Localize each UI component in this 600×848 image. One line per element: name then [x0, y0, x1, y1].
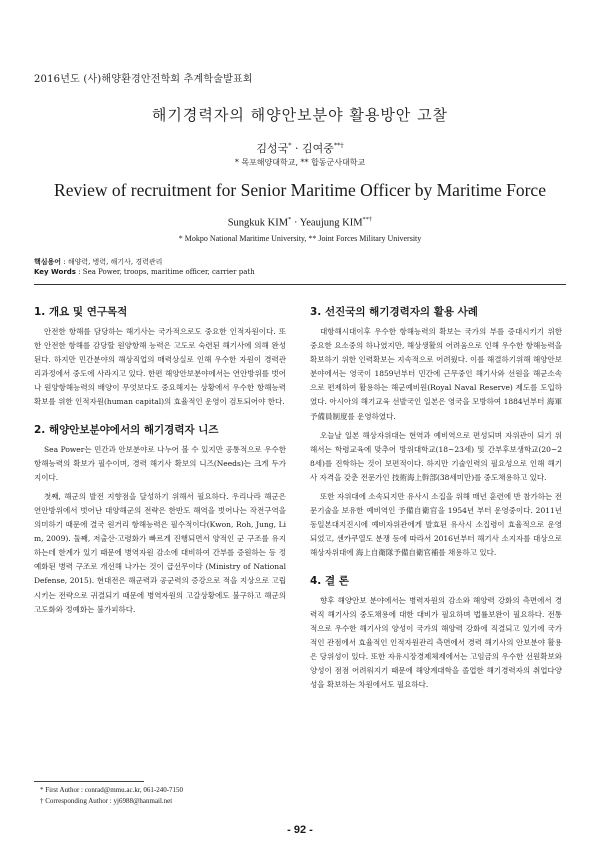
section-4-heading: 4. 결 론: [310, 574, 349, 587]
title-korean: 해기경력자의 해양안보분야 활용방안 고찰: [151, 106, 449, 124]
keywords-english-text: : Sea Power, troops, maritime officer, carrier path: [75, 268, 255, 276]
right-column: [310, 304, 562, 697]
authors-korean: [0, 140, 600, 156]
section-3-paragraph: 또한 자위대에 소속되지만 유사시 소집을 위해 매년 훈련에 반 참가하는 전문기술을 보유한 예비역인 予備自衛官을 1954년 부터 운영중이다. 2011년 동일본대지진시에 예비자위관에게 발효된 유사시 소집령이 효율적으로 운영되었고, 센카쿠열도 분쟁 등에 따라서 2016년부터 해기사 소지자를 대상으로 해상자위대에 海上自衛隊予備自衛官補를 채용하고 있다.: [310, 492, 562, 558]
footnote-corresponding-author: † Corresponding Author : yj6988@hanmail.net: [40, 797, 173, 805]
author-separator: ·: [291, 142, 302, 155]
section-4-paragraph: 향후 해양안보 분야에서는 병력자원의 감소와 해양력 강화의 측면에서 경력직 해기사의 중도채용에 대한 대비가 필요하며 법률보완이 필요하다. 전통적으로 우수한 해기사의 양성이 국가의 해양력 강화에 직결되고 있기에 국가적인 관점에서 효율적인 인적자원관리 측면에서 경력 해기사의 안보분야 활용은 당위성이 있다. 또한 자유시장경제체제에서는 고임금의 우수한 선원확보와 양성이 점점 어려워지기 때문에 해양계대학을 졸업한 해기경력자의 취업다양성을 확보하는 차원에서도 필요하다.: [310, 595, 562, 690]
footnote-first-author: * First Author : conrad@mmu.ac.kr, 061-240-7150: [40, 786, 184, 794]
section-2-paragraph: Sea Power는 민간과 안보분야로 나누어 볼 수 있지만 공통적으로 우수한 항해능력의 확보가 필수이며, 경력 해기사 확보의 니즈(Needs)는 크게 두가지이다.: [34, 444, 286, 482]
author-separator-en: ·: [291, 217, 300, 229]
author-2-mark: **†: [333, 141, 344, 150]
left-column: [34, 304, 286, 622]
page-number: - 92 -: [287, 824, 313, 836]
author-1-name: 김성국: [256, 142, 289, 155]
title-english: Review of recruitment for Senior Maritime Officer by Maritime Force: [54, 180, 546, 200]
author-2-name-en: Yeaujung KIM: [299, 217, 363, 229]
author-1-mark: *: [288, 141, 292, 150]
section-2-paragraph: 첫째, 해군의 발전 지향점을 달성하기 위해서 필요하다. 우리나라 해군은 연안방위에서 벗어난 대양해군의 전략은 한반도 해역을 벗어나는 작전구역을 의미하기 때문에 결국 원거리 항해능력은 필수적이다(Kwon, Roh, Jung, Lim, 2009). 둘째, 저출산·고령화가 빠르게 진행되면서 양적인 군 구조를 유지하는데 한계가 있기 때문에 병역자원 감소에 대비하여 간부를 증원하는 등 정예화된 병력 구조로 개선해 나가는 것이 급선무이다 (Ministry of National Defense, 2015). 현대전은 해군력과 공군력의 증강으로 적을 지상으로 고립시키는 전략으로 귀결되기 때문에 병역자원의 고갈상황에도 불구하고 해군의 고도화와 정예화는 불가피하다.: [34, 491, 286, 614]
section-3-paragraph: 대항해시대이후 우수한 항해능력의 확보는 국가의 부를 증대시키기 위한 중요한 요소중의 하나였지만, 해상생활의 어려움으로 인해 우수한 항해능력을 확보하기 위한 인력확보는 지속적으로 어려웠다. 이를 해결하기위해 해양안보분야에서는 영국이 1859년부터 민간에 근무중인 해기사와 선원을 해군소속으로 편제하여 활용하는 해군예비원(Royal Naval Reserve) 제도를 도입하였다. 아시아의 해기교육 선발국인 일본은 영국을 모방하여 1884년부터 海軍予備員制度를 운영하였다.: [310, 327, 562, 421]
section-1-paragraph: 안전한 항해를 담당하는 해기사는 국가적으로도 중요한 인적자원이다. 또한 안전한 항해를 감당할 원양항해 능력은 고도로 숙련된 해기사에 의해 완성된다. 하지만 민간분야의 해상직업의 매력상실로 인해 우수한 자원이 경력관리과정에서 중도에 사라지고 있다. 한편 해양안보분야에서는 연안방위를 벗어나 원양항해능력의 배양이 무엇보다도 중요해지는 상황에서 우수한 항해능력 확보를 위한 인적자원(human capital)의 효율적인 운영이 검토되어야 한다.: [34, 327, 286, 407]
affiliation-korean: * 목포해양대학교, ** 합동군사대학교: [234, 158, 366, 167]
keywords-english: [34, 268, 255, 276]
author-1-name-en: Sungkuk KIM: [227, 217, 289, 229]
conference-header: 2016년도 (사)해양환경안전학회 추계학술발표회: [34, 74, 253, 85]
header-divider: [34, 284, 566, 285]
author-2-name: 김여중: [302, 142, 334, 155]
section-2-heading: 2. 해양안보분야에서의 해기경력자 니즈: [34, 423, 219, 436]
keywords-korean-text: : 해양력, 병력, 해기사, 경력관리: [61, 258, 163, 266]
author-1-mark-en: *: [288, 216, 292, 223]
authors-english: [0, 216, 600, 229]
author-2-mark-en: **†: [362, 216, 373, 223]
keywords-english-label: Key Words: [34, 268, 76, 276]
section-3-paragraph: 오늘날 일본 해상자위대는 현역과 예비역으로 편성되며 자위관이 되기 위해서는 학령교육에 맞추어 방위대학교(18~23세) 및 간부후보생학교(20~28세)를 진학하는 것이 보편적이다. 하지만 기술인력의 필요성으로 인해 해기사 자격을 갖춘 전문가인 技術海上幹部(38세미만)를 중도채용하고 있다.: [310, 430, 562, 482]
section-1-heading: 1. 개요 및 연구목적: [34, 306, 128, 318]
footnote-divider: [34, 781, 144, 782]
keywords-korean: [34, 257, 162, 267]
keywords-korean-label: 핵심용어: [34, 258, 62, 266]
section-3-heading: 3. 선진국의 해기경력자의 활용 사례: [310, 306, 478, 318]
affiliation-english: * Mokpo National Maritime University, ** Joint Forces Military University: [178, 234, 422, 243]
